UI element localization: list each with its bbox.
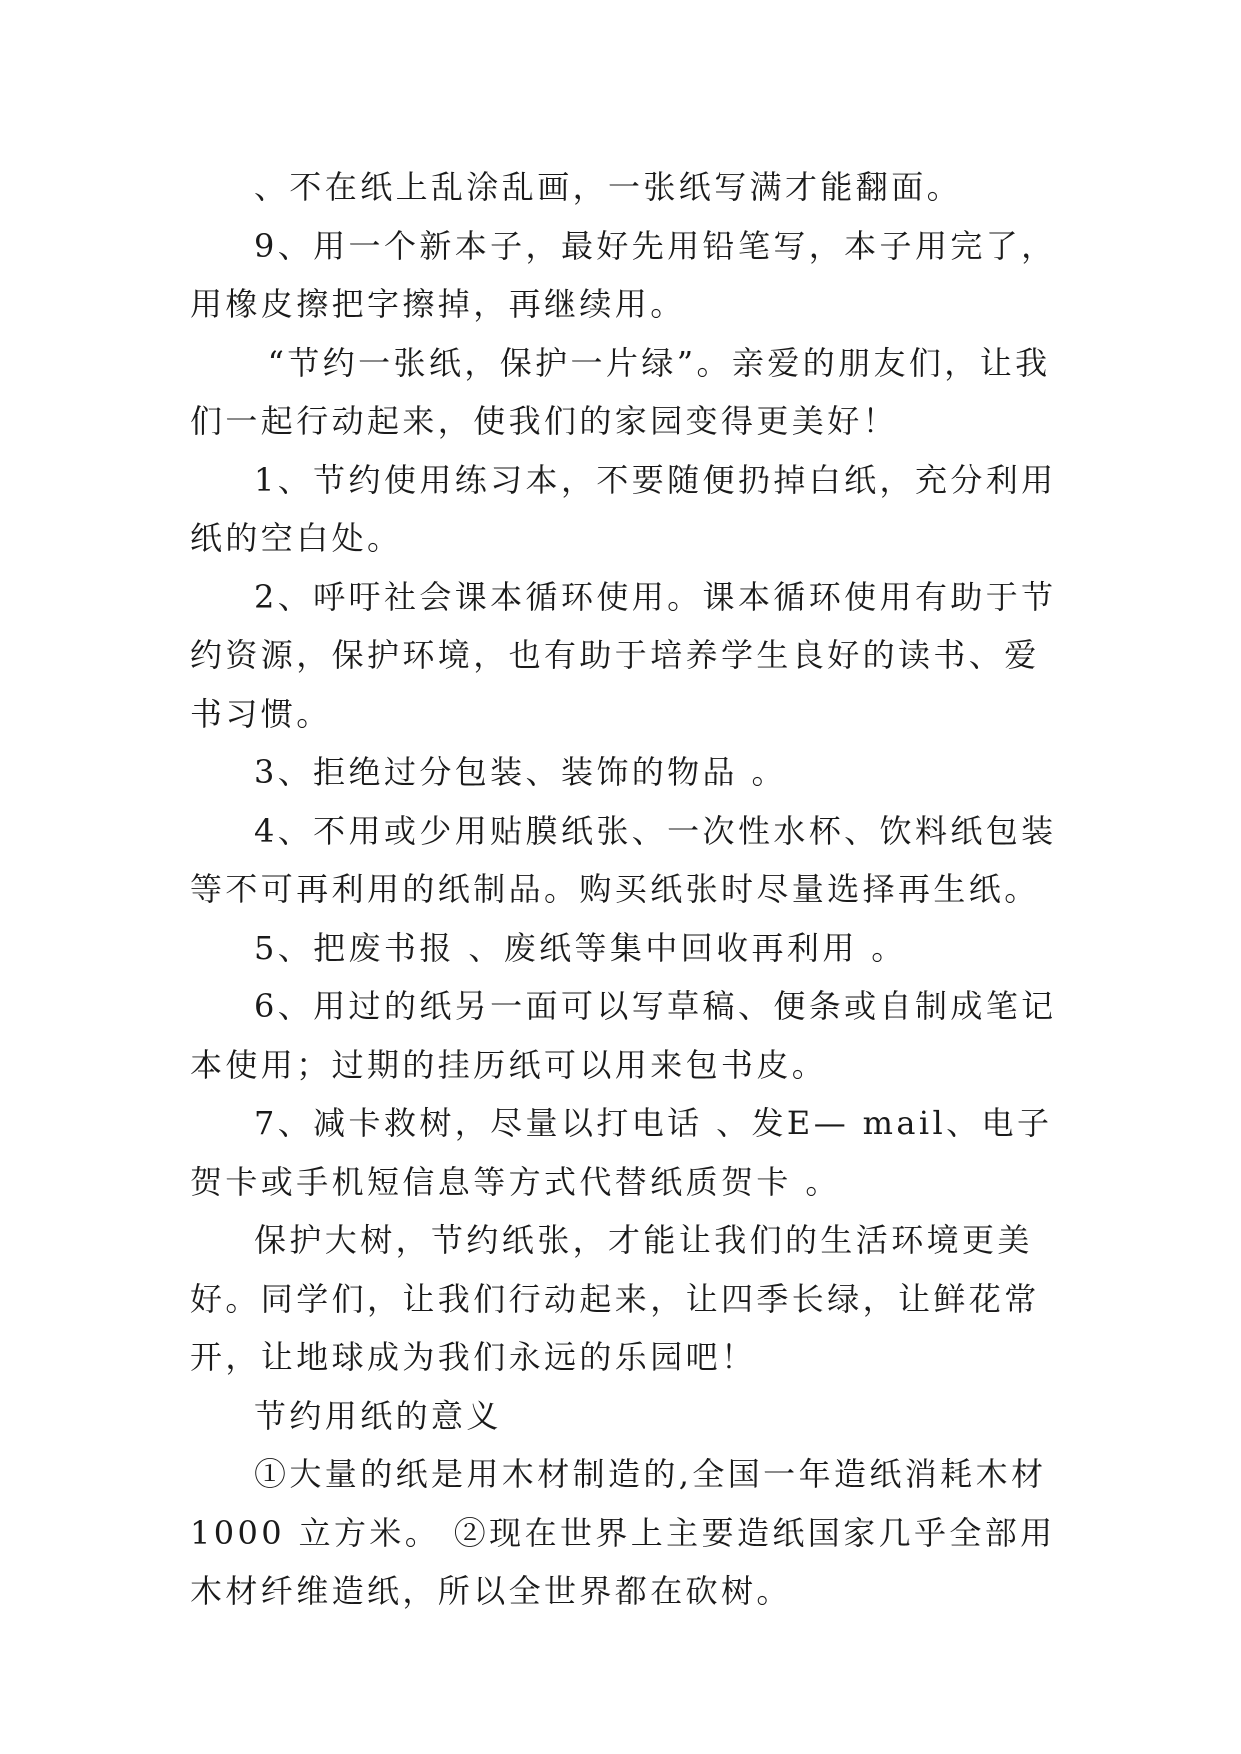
paragraph-10: 7、减卡救树，尽量以打电话 、发E— mail、电子贺卡或手机短信息等方式代替纸质贺卡 。: [190, 1104, 1053, 1201]
paragraph-1: 、不在纸上乱涂乱画，一张纸写满才能翻面。: [254, 168, 963, 206]
paragraph-4: 1、节约使用练习本，不要随便扔掉白纸，充分利用纸的空白处。: [190, 460, 1057, 557]
paragraph-11: 保护大树，节约纸张，才能让我们的生活环境更美好。同学们，让我们行动起来，让四季长绿，让鲜花常开，让地球成为我们永远的乐园吧！: [190, 1221, 1040, 1376]
paragraph-3: “节约一张纸，保护一片绿”。亲爱的朋友们，让我们一起行动起来，使我们的家园变得更美好！: [190, 343, 1051, 440]
paragraph-2: 9、用一个新本子，最好先用铅笔写，本子用完了，用橡皮擦把字擦掉，再继续用。: [190, 226, 1057, 323]
paragraph-6: 3、拒绝过分包装、装饰的物品 。: [254, 753, 787, 791]
paragraph-12: ①大量的纸是用木材制造的,全国一年造纸消耗木材1000 立方米。 ②现在世界上主要造纸国家几乎全部用木材纤维造纸，所以全世界都在砍树。: [190, 1455, 1056, 1610]
section-heading: 节约用纸的意义: [254, 1396, 502, 1435]
paragraph-5: 2、呼吁社会课本循环使用。课本循环使用有助于节约资源，保护环境，也有助于培养学生良好的读书、爱书习惯。: [190, 577, 1057, 733]
document-page: [190, 158, 1060, 1621]
paragraph-7: 4、不用或少用贴膜纸张、一次性水杯、饮料纸包装等不可再利用的纸制品。购买纸张时尽量选择再生纸。: [190, 811, 1057, 908]
paragraph-8: 5、把废书报 、废纸等集中回收再利用 。: [254, 928, 907, 967]
paragraph-9: 6、用过的纸另一面可以写草稿、便条或自制成笔记本使用；过期的挂历纸可以用来包书皮。: [190, 987, 1057, 1084]
